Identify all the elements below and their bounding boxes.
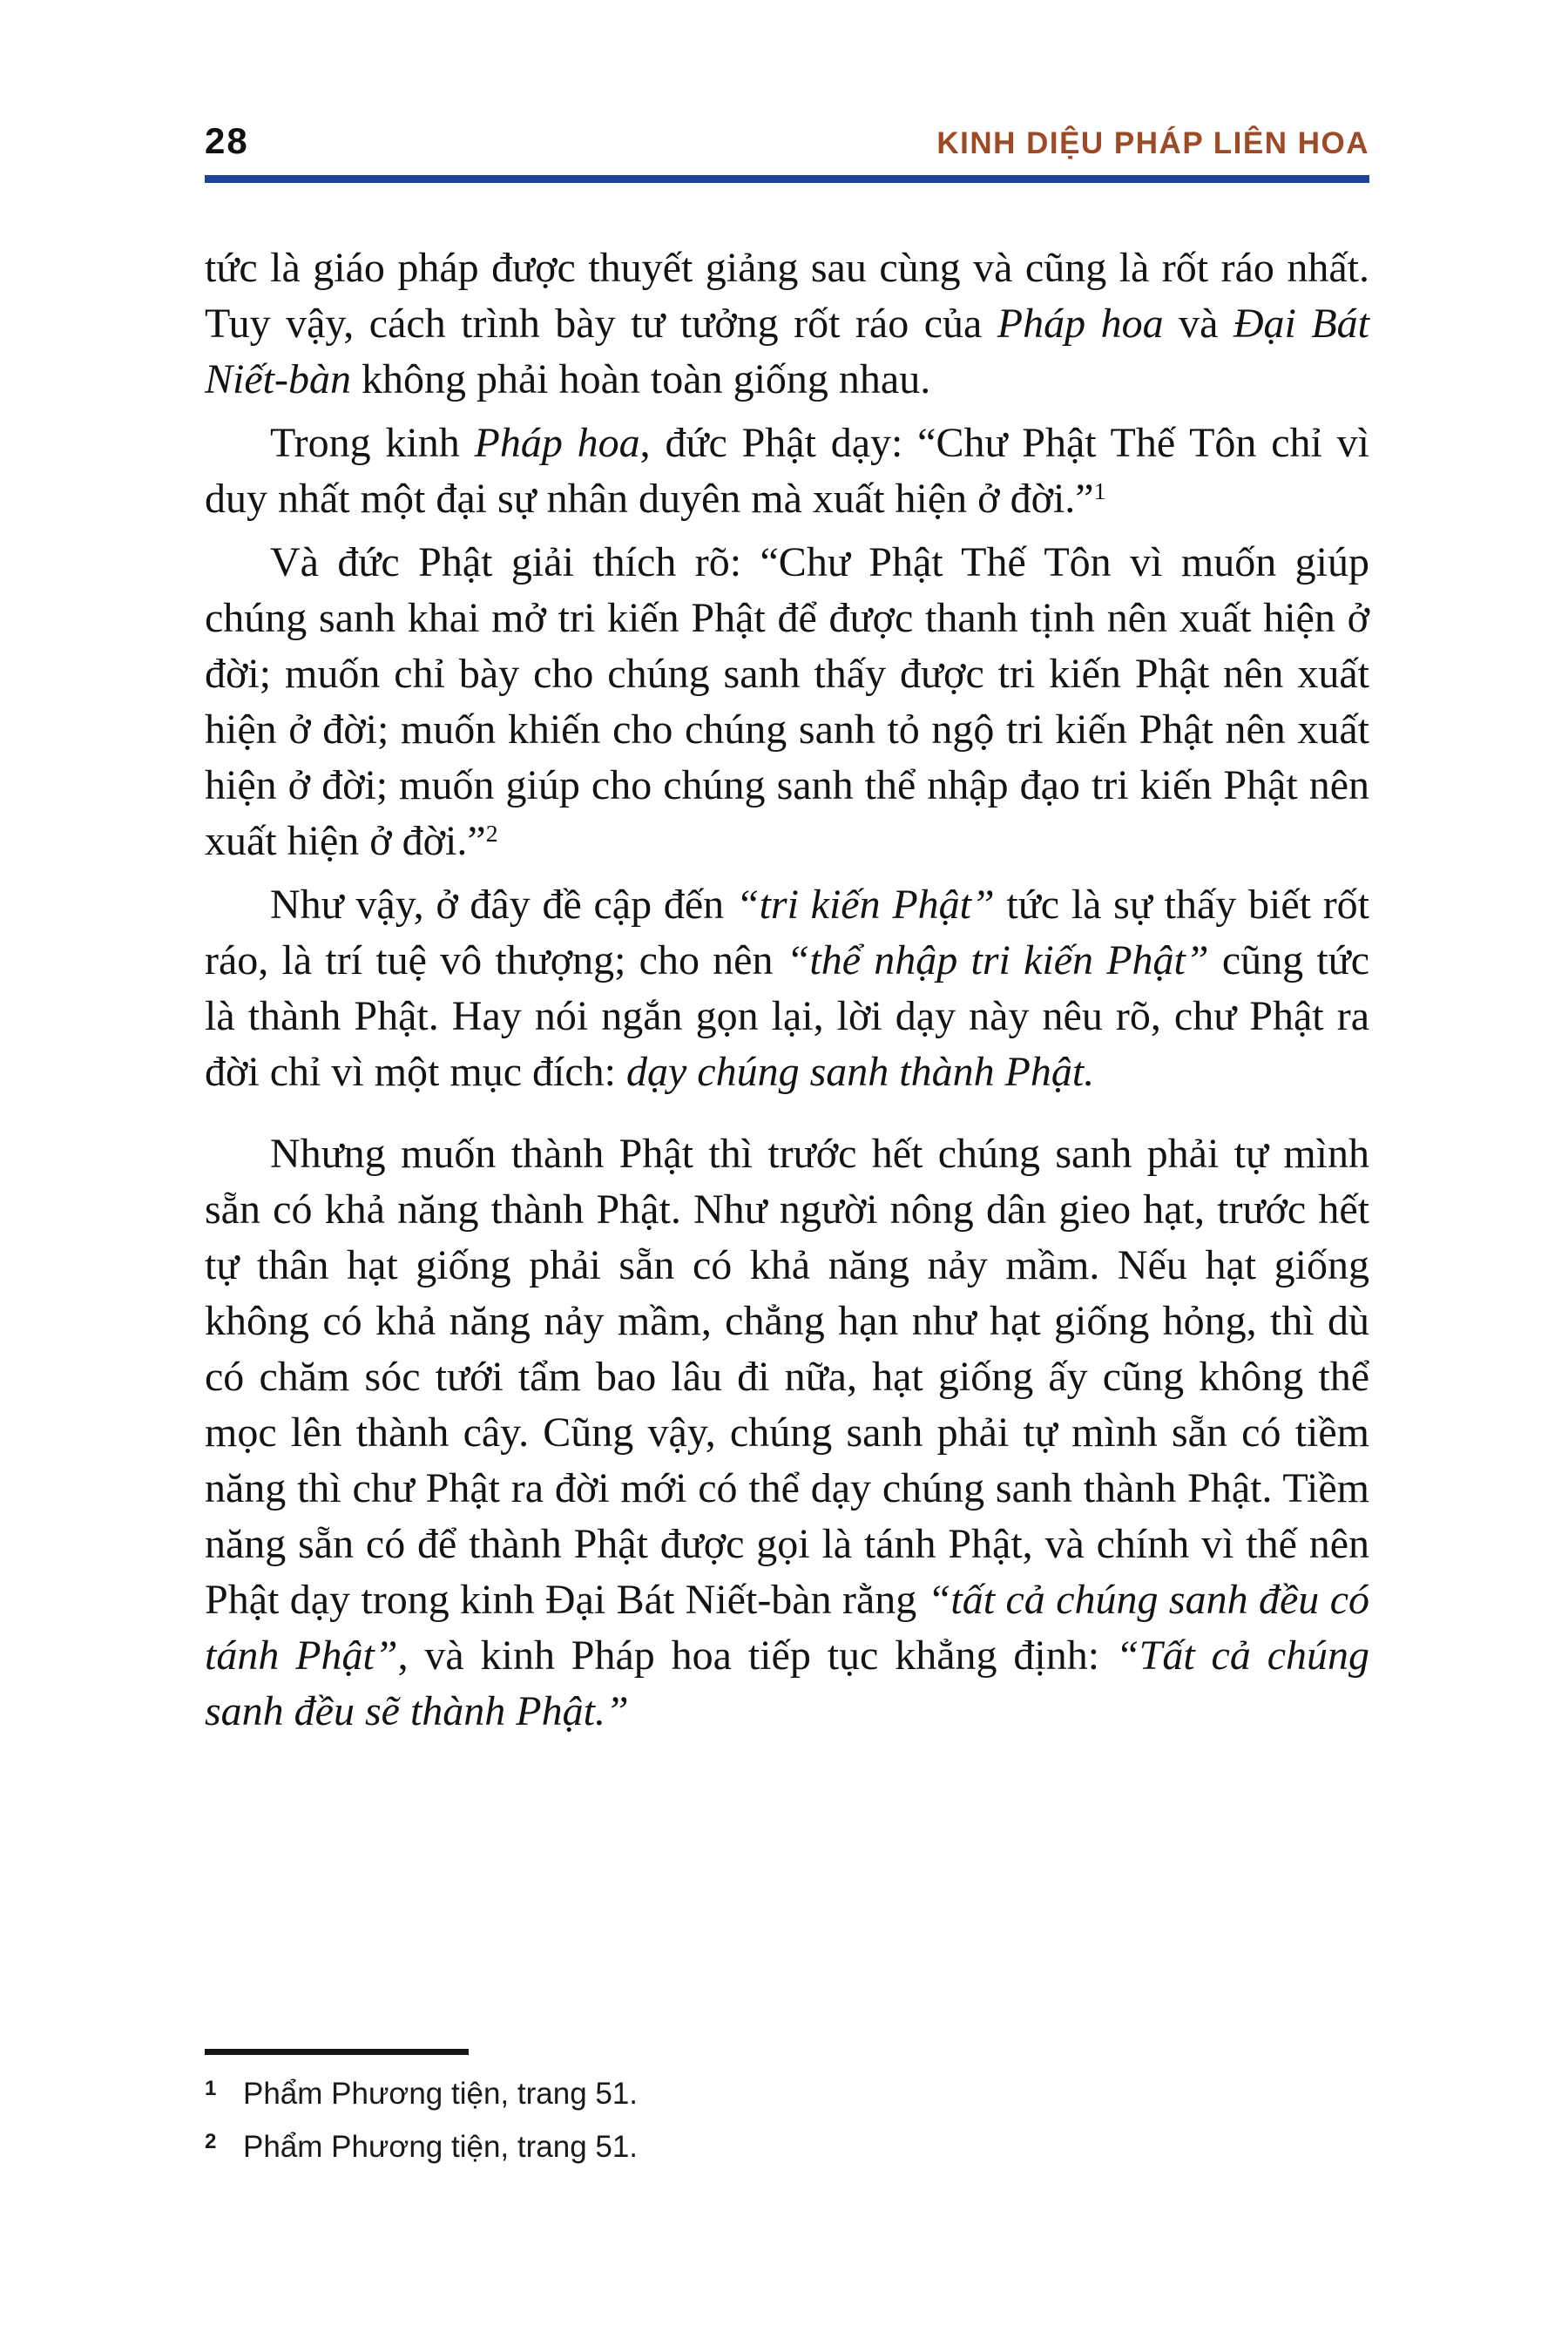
- text-run: , và kinh Pháp hoa tiếp tục khẳng định:: [397, 1632, 1116, 1679]
- page-number: 28: [205, 120, 249, 161]
- footnote: [205, 2122, 1369, 2175]
- text-run: Trong kinh: [270, 420, 475, 466]
- footnote-text: Phẩm Phương tiện, trang 51.: [243, 2077, 639, 2111]
- paragraph: [205, 535, 1369, 869]
- running-title: KINH DIỆU PHÁP LIÊN HOA: [936, 126, 1369, 160]
- text-run: “tất cả chúng sanh đều có tánh Phật”: [205, 1577, 1370, 1679]
- body-text: [205, 240, 1369, 1740]
- text-run: dạy chúng sanh thành Phật.: [625, 1049, 1095, 1095]
- footnote-reference: 2: [485, 820, 498, 848]
- text-run: tức là giáo pháp được thuyết giảng sau cùng và cũng là rốt ráo nhất. Tuy vậy, cách trình bày tư tưởng rốt ráo của: [205, 245, 1369, 347]
- text-run: Như vậy, ở đây đề cập đến: [270, 882, 736, 928]
- footnote: [205, 2069, 1369, 2122]
- header-rule: [205, 175, 1369, 183]
- text-run: tức là sự thấy biết rốt ráo, là trí tuệ vô thượng; cho nên: [205, 882, 1370, 983]
- text-run: “Tất cả chúng sanh đều sẽ thành Phật.”: [205, 1632, 1369, 1734]
- running-head: [205, 120, 1369, 162]
- paragraph: [205, 1126, 1369, 1740]
- paragraph: [205, 240, 1369, 408]
- text-run: “tri kiến Phật”: [735, 882, 995, 928]
- footnote-reference: 1: [1093, 477, 1106, 505]
- text-run: cũng tức là thành Phật. Hay nói ngắn gọn lại, lời dạy này nêu rõ, chư Phật ra đời chỉ vì một mục đích:: [205, 937, 1370, 1095]
- footnotes-section: [205, 2049, 1369, 2175]
- paragraph: [205, 877, 1369, 1100]
- text-run: “thể nhập tri kiến Phật”: [786, 937, 1209, 983]
- footnote-marker: 2: [205, 2130, 217, 2153]
- paragraph: [205, 416, 1369, 527]
- text-run: Pháp hoa: [474, 420, 640, 466]
- text-run: , đức Phật dạy: “Chư Phật Thế Tôn chỉ vì duy nhất một đại sự nhân duyên mà xuất hiện ở đời.”: [205, 420, 1369, 522]
- text-run: Và đức Phật giải thích rõ: “Chư Phật Thế Tôn vì muốn giúp chúng sanh khai mở tri kiến Phật để được thanh tịnh nên xuất hiện ở đời; muốn chỉ bày cho chúng sanh thấy được tri kiến Phật nên xuất hiện ở đời; muốn khiến cho chúng sanh tỏ ngộ tri kiến Phật nên xuất hiện ở đời; muốn giúp cho chúng sanh thể nhập đạo tri kiến Phật nên xuất hiện ở đời.”: [205, 539, 1369, 864]
- footnote-text: Phẩm Phương tiện, trang 51.: [243, 2130, 639, 2164]
- footnote-separator: [205, 2049, 469, 2055]
- text-run: Pháp hoa: [997, 301, 1164, 347]
- text-run: và: [1163, 301, 1233, 347]
- footnote-list: [205, 2069, 1369, 2175]
- footnote-marker: 1: [205, 2077, 217, 2100]
- text-run: Đại Bát Niết-bàn: [205, 301, 1370, 402]
- text-run: Nhưng muốn thành Phật thì trước hết chúng sanh phải tự mình sẵn có khả năng thành Phật. Như người nông dân gieo hạt, trước hết tự thân hạt giống phải sẵn có khả năng nảy mầm. Nếu hạt giống không có khả năng nảy mầm, chẳng hạn như hạt giống hỏng, thì dù có chăm sóc tưới tẩm bao lâu đi nữa, hạt giống ấy cũng không thể mọc lên thành cây. Cũng vậy, chúng sanh phải tự mình sẵn có tiềm năng thì chư Phật ra đời mới có thể dạy chúng sanh thành Phật. Tiềm năng sẵn có để thành Phật được gọi là tánh Phật, và chính vì thế nên Phật dạy trong kinh Đại Bát Niết-bàn rằng: [205, 1131, 1369, 1623]
- text-run: không phải hoàn toàn giống nhau.: [350, 356, 931, 402]
